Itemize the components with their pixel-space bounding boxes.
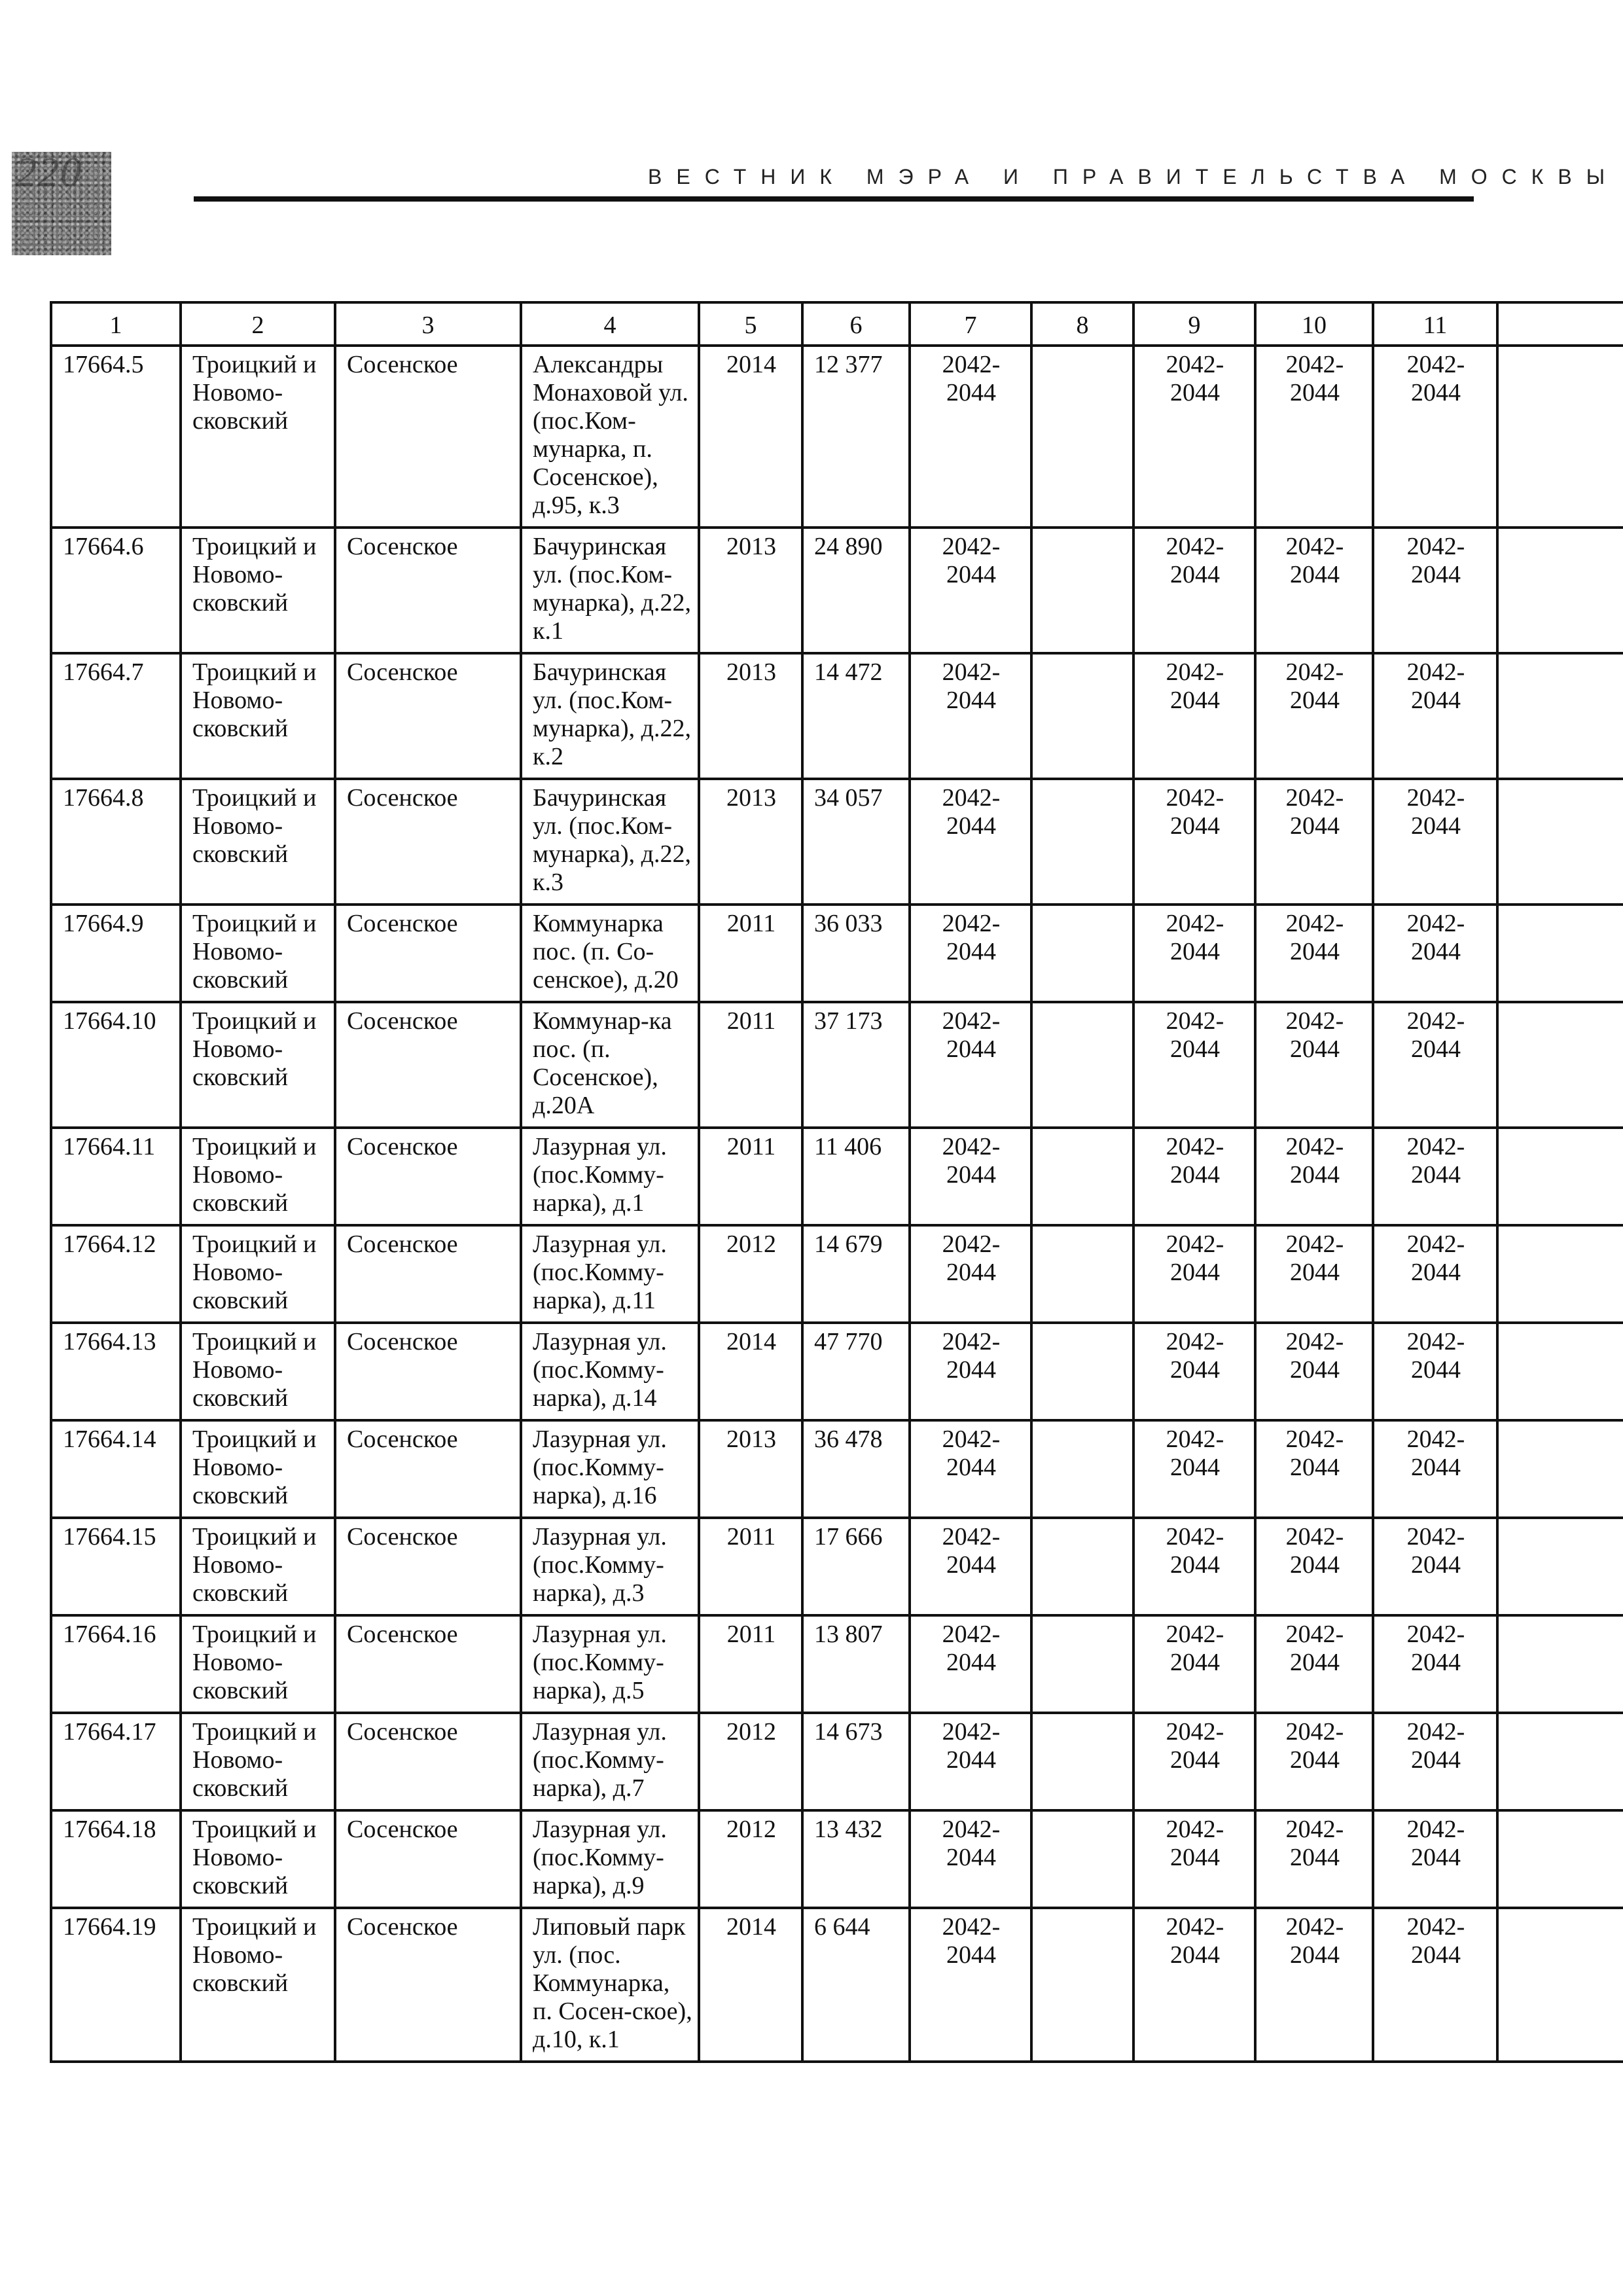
period-cell-7: 2042-2044 <box>910 1128 1031 1225</box>
settlement-cell: Сосенское <box>335 653 521 779</box>
period-cell-11: 2042-2044 <box>1373 779 1497 905</box>
period-cell-7: 2042-2044 <box>910 1420 1031 1518</box>
period-cell-9: 2042-2044 <box>1133 779 1255 905</box>
extra-column-cell <box>1497 346 1623 528</box>
period-cell-11: 2042-2044 <box>1373 346 1497 528</box>
period-cell-7: 2042-2044 <box>910 1323 1031 1420</box>
district-cell: Троицкий и Новомо-сковский <box>181 1908 335 2062</box>
year-cell: 2013 <box>699 1420 802 1518</box>
year-cell: 2014 <box>699 346 802 528</box>
extra-column-cell <box>1497 1713 1623 1810</box>
period-cell-11: 2042-2044 <box>1373 1128 1497 1225</box>
district-cell: Троицкий и Новомо-сковский <box>181 779 335 905</box>
period-cell-11: 2042-2044 <box>1373 1225 1497 1323</box>
district-cell: Троицкий и Новомо-сковский <box>181 346 335 528</box>
table-row <box>51 905 1623 1002</box>
period-cell-8 <box>1031 1810 1133 1908</box>
period-cell-11: 2042-2044 <box>1373 1323 1497 1420</box>
table-row <box>51 1713 1623 1810</box>
object-number-cell: 17664.5 <box>51 346 181 528</box>
period-cell-11: 2042-2044 <box>1373 1002 1497 1128</box>
period-cell-7: 2042-2044 <box>910 1225 1031 1323</box>
settlement-cell: Сосенское <box>335 1002 521 1128</box>
settlement-cell: Сосенское <box>335 1225 521 1323</box>
address-cell: Лазурная ул. (пос.Комму-нарка), д.16 <box>521 1420 699 1518</box>
period-cell-11: 2042-2044 <box>1373 1810 1497 1908</box>
settlement-cell: Сосенское <box>335 346 521 528</box>
column-number-8: 8 <box>1031 302 1133 346</box>
address-cell: Лазурная ул. (пос.Комму-нарка), д.7 <box>521 1713 699 1810</box>
table-row <box>51 1908 1623 2062</box>
area-cell: 47 770 <box>802 1323 910 1420</box>
table-row <box>51 1323 1623 1420</box>
address-cell: Лазурная ул. (пос.Комму-нарка), д.14 <box>521 1323 699 1420</box>
header-rule <box>194 196 1474 202</box>
period-cell-11: 2042-2044 <box>1373 528 1497 653</box>
period-cell-10: 2042-2044 <box>1255 1323 1373 1420</box>
period-cell-10: 2042-2044 <box>1255 1225 1373 1323</box>
period-cell-8 <box>1031 528 1133 653</box>
period-cell-10: 2042-2044 <box>1255 1002 1373 1128</box>
period-cell-9: 2042-2044 <box>1133 1518 1255 1615</box>
column-number-3: 3 <box>335 302 521 346</box>
address-cell: Бачуринская ул. (пос.Ком-мунарка), д.22, к.3 <box>521 779 699 905</box>
column-number-7: 7 <box>910 302 1031 346</box>
address-cell: Лазурная ул. (пос.Комму-нарка), д.3 <box>521 1518 699 1615</box>
address-cell: Бачуринская ул. (пос.Ком-мунарка), д.22, к.1 <box>521 528 699 653</box>
district-cell: Троицкий и Новомо-сковский <box>181 1810 335 1908</box>
period-cell-11: 2042-2044 <box>1373 1518 1497 1615</box>
year-cell: 2013 <box>699 528 802 653</box>
period-cell-8 <box>1031 653 1133 779</box>
period-cell-9: 2042-2044 <box>1133 1713 1255 1810</box>
table-row <box>51 653 1623 779</box>
period-cell-10: 2042-2044 <box>1255 1518 1373 1615</box>
period-cell-8 <box>1031 1908 1133 2062</box>
period-cell-10: 2042-2044 <box>1255 1810 1373 1908</box>
year-cell: 2011 <box>699 1002 802 1128</box>
period-cell-10: 2042-2044 <box>1255 1908 1373 2062</box>
settlement-cell: Сосенское <box>335 1420 521 1518</box>
object-number-cell: 17664.13 <box>51 1323 181 1420</box>
object-number-cell: 17664.15 <box>51 1518 181 1615</box>
extra-column-cell <box>1497 1615 1623 1713</box>
period-cell-11: 2042-2044 <box>1373 653 1497 779</box>
table-row <box>51 1420 1623 1518</box>
column-number-9: 9 <box>1133 302 1255 346</box>
object-number-cell: 17664.17 <box>51 1713 181 1810</box>
object-number-cell: 17664.9 <box>51 905 181 1002</box>
district-cell: Троицкий и Новомо-сковский <box>181 1713 335 1810</box>
column-number-1: 1 <box>51 302 181 346</box>
period-cell-10: 2042-2044 <box>1255 779 1373 905</box>
column-number-11: 11 <box>1373 302 1497 346</box>
settlement-cell: Сосенское <box>335 1518 521 1615</box>
period-cell-9: 2042-2044 <box>1133 1420 1255 1518</box>
area-cell: 13 432 <box>802 1810 910 1908</box>
year-cell: 2014 <box>699 1323 802 1420</box>
address-cell: Лазурная ул. (пос.Комму-нарка), д.11 <box>521 1225 699 1323</box>
period-cell-9: 2042-2044 <box>1133 1002 1255 1128</box>
area-cell: 14 679 <box>802 1225 910 1323</box>
extra-column-cell <box>1497 1810 1623 1908</box>
settlement-cell: Сосенское <box>335 1128 521 1225</box>
extra-column-cell <box>1497 1323 1623 1420</box>
period-cell-8 <box>1031 1713 1133 1810</box>
period-cell-11: 2042-2044 <box>1373 905 1497 1002</box>
object-number-cell: 17664.7 <box>51 653 181 779</box>
table-row <box>51 1615 1623 1713</box>
column-number-4: 4 <box>521 302 699 346</box>
district-cell: Троицкий и Новомо-сковский <box>181 1002 335 1128</box>
period-cell-11: 2042-2044 <box>1373 1908 1497 2062</box>
area-cell: 6 644 <box>802 1908 910 2062</box>
settlement-cell: Сосенское <box>335 779 521 905</box>
table-row <box>51 1810 1623 1908</box>
period-cell-9: 2042-2044 <box>1133 1323 1255 1420</box>
table-body <box>51 346 1623 2062</box>
period-cell-11: 2042-2044 <box>1373 1615 1497 1713</box>
period-cell-7: 2042-2044 <box>910 1518 1031 1615</box>
period-cell-11: 2042-2044 <box>1373 1420 1497 1518</box>
period-cell-10: 2042-2044 <box>1255 346 1373 528</box>
object-number-cell: 17664.14 <box>51 1420 181 1518</box>
period-cell-8 <box>1031 1323 1133 1420</box>
area-cell: 36 478 <box>802 1420 910 1518</box>
year-cell: 2012 <box>699 1713 802 1810</box>
period-cell-8 <box>1031 346 1133 528</box>
year-cell: 2011 <box>699 905 802 1002</box>
area-cell: 12 377 <box>802 346 910 528</box>
extra-column-cell <box>1497 905 1623 1002</box>
year-cell: 2012 <box>699 1810 802 1908</box>
table-row <box>51 1002 1623 1128</box>
period-cell-7: 2042-2044 <box>910 905 1031 1002</box>
area-cell: 34 057 <box>802 779 910 905</box>
extra-column-cell <box>1497 1002 1623 1128</box>
period-cell-10: 2042-2044 <box>1255 1615 1373 1713</box>
period-cell-9: 2042-2044 <box>1133 346 1255 528</box>
extra-column-cell <box>1497 653 1623 779</box>
table-row <box>51 1518 1623 1615</box>
district-cell: Троицкий и Новомо-сковский <box>181 1225 335 1323</box>
journal-title: ВЕСТНИК МЭРА И ПРАВИТЕЛЬСТВА МОСКВЫ <box>648 165 1620 188</box>
period-cell-7: 2042-2044 <box>910 1615 1031 1713</box>
address-cell: Лазурная ул. (пос.Комму-нарка), д.9 <box>521 1810 699 1908</box>
period-cell-7: 2042-2044 <box>910 653 1031 779</box>
district-cell: Троицкий и Новомо-сковский <box>181 1518 335 1615</box>
settlement-cell: Сосенское <box>335 905 521 1002</box>
column-number-extra <box>1497 302 1623 346</box>
object-number-cell: 17664.12 <box>51 1225 181 1323</box>
period-cell-7: 2042-2044 <box>910 1713 1031 1810</box>
period-cell-8 <box>1031 905 1133 1002</box>
column-number-2: 2 <box>181 302 335 346</box>
period-cell-8 <box>1031 1615 1133 1713</box>
object-number-cell: 17664.16 <box>51 1615 181 1713</box>
extra-column-cell <box>1497 1908 1623 2062</box>
district-cell: Троицкий и Новомо-сковский <box>181 1420 335 1518</box>
area-cell: 13 807 <box>802 1615 910 1713</box>
district-cell: Троицкий и Новомо-сковский <box>181 1615 335 1713</box>
registry-table <box>50 301 1623 2063</box>
settlement-cell: Сосенское <box>335 528 521 653</box>
object-number-cell: 17664.11 <box>51 1128 181 1225</box>
district-cell: Троицкий и Новомо-сковский <box>181 528 335 653</box>
period-cell-7: 2042-2044 <box>910 779 1031 905</box>
year-cell: 2011 <box>699 1518 802 1615</box>
address-cell: Лазурная ул. (пос.Комму-нарка), д.5 <box>521 1615 699 1713</box>
district-cell: Троицкий и Новомо-сковский <box>181 653 335 779</box>
address-cell: Бачуринская ул. (пос.Ком-мунарка), д.22, к.2 <box>521 653 699 779</box>
area-cell: 17 666 <box>802 1518 910 1615</box>
address-cell: Липовый парк ул. (пос. Коммунарка, п. Сосен-ское), д.10, к.1 <box>521 1908 699 2062</box>
period-cell-10: 2042-2044 <box>1255 528 1373 653</box>
object-number-cell: 17664.8 <box>51 779 181 905</box>
extra-column-cell <box>1497 1225 1623 1323</box>
period-cell-9: 2042-2044 <box>1133 653 1255 779</box>
period-cell-7: 2042-2044 <box>910 346 1031 528</box>
period-cell-8 <box>1031 779 1133 905</box>
period-cell-8 <box>1031 1002 1133 1128</box>
object-number-cell: 17664.6 <box>51 528 181 653</box>
page-number-block <box>12 152 111 255</box>
period-cell-10: 2042-2044 <box>1255 653 1373 779</box>
period-cell-9: 2042-2044 <box>1133 1908 1255 2062</box>
table-row <box>51 779 1623 905</box>
period-cell-10: 2042-2044 <box>1255 905 1373 1002</box>
settlement-cell: Сосенское <box>335 1323 521 1420</box>
area-cell: 37 173 <box>802 1002 910 1128</box>
period-cell-8 <box>1031 1128 1133 1225</box>
extra-column-cell <box>1497 779 1623 905</box>
settlement-cell: Сосенское <box>335 1713 521 1810</box>
period-cell-10: 2042-2044 <box>1255 1420 1373 1518</box>
extra-column-cell <box>1497 528 1623 653</box>
year-cell: 2013 <box>699 779 802 905</box>
object-number-cell: 17664.19 <box>51 1908 181 2062</box>
extra-column-cell <box>1497 1128 1623 1225</box>
period-cell-9: 2042-2044 <box>1133 1225 1255 1323</box>
period-cell-7: 2042-2044 <box>910 1810 1031 1908</box>
area-cell: 14 472 <box>802 653 910 779</box>
period-cell-9: 2042-2044 <box>1133 1128 1255 1225</box>
column-number-10: 10 <box>1255 302 1373 346</box>
period-cell-9: 2042-2044 <box>1133 528 1255 653</box>
address-cell: Александры Монаховой ул. (пос.Ком-мунарка, п. Сосенское), д.95, к.3 <box>521 346 699 528</box>
area-cell: 24 890 <box>802 528 910 653</box>
period-cell-9: 2042-2044 <box>1133 1810 1255 1908</box>
extra-column-cell <box>1497 1518 1623 1615</box>
address-cell: Коммунар-ка пос. (п. Сосенское), д.20А <box>521 1002 699 1128</box>
period-cell-7: 2042-2044 <box>910 1908 1031 2062</box>
column-number-row <box>51 302 1623 346</box>
year-cell: 2012 <box>699 1225 802 1323</box>
extra-column-cell <box>1497 1420 1623 1518</box>
page-number: 220 <box>16 152 82 195</box>
settlement-cell: Сосенское <box>335 1615 521 1713</box>
period-cell-8 <box>1031 1225 1133 1323</box>
settlement-cell: Сосенское <box>335 1908 521 2062</box>
period-cell-7: 2042-2044 <box>910 1002 1031 1128</box>
address-cell: Коммунарка пос. (п. Со-сенское), д.20 <box>521 905 699 1002</box>
area-cell: 36 033 <box>802 905 910 1002</box>
period-cell-8 <box>1031 1420 1133 1518</box>
period-cell-10: 2042-2044 <box>1255 1713 1373 1810</box>
period-cell-9: 2042-2044 <box>1133 1615 1255 1713</box>
period-cell-11: 2042-2044 <box>1373 1713 1497 1810</box>
area-cell: 14 673 <box>802 1713 910 1810</box>
year-cell: 2013 <box>699 653 802 779</box>
address-cell: Лазурная ул. (пос.Комму-нарка), д.1 <box>521 1128 699 1225</box>
year-cell: 2011 <box>699 1128 802 1225</box>
table-row <box>51 528 1623 653</box>
object-number-cell: 17664.10 <box>51 1002 181 1128</box>
year-cell: 2011 <box>699 1615 802 1713</box>
table-row <box>51 1128 1623 1225</box>
table-row <box>51 346 1623 528</box>
object-number-cell: 17664.18 <box>51 1810 181 1908</box>
district-cell: Троицкий и Новомо-сковский <box>181 1128 335 1225</box>
column-number-6: 6 <box>802 302 910 346</box>
settlement-cell: Сосенское <box>335 1810 521 1908</box>
period-cell-8 <box>1031 1518 1133 1615</box>
column-number-5: 5 <box>699 302 802 346</box>
year-cell: 2014 <box>699 1908 802 2062</box>
district-cell: Троицкий и Новомо-сковский <box>181 905 335 1002</box>
area-cell: 11 406 <box>802 1128 910 1225</box>
table-row <box>51 1225 1623 1323</box>
period-cell-9: 2042-2044 <box>1133 905 1255 1002</box>
district-cell: Троицкий и Новомо-сковский <box>181 1323 335 1420</box>
period-cell-7: 2042-2044 <box>910 528 1031 653</box>
period-cell-10: 2042-2044 <box>1255 1128 1373 1225</box>
